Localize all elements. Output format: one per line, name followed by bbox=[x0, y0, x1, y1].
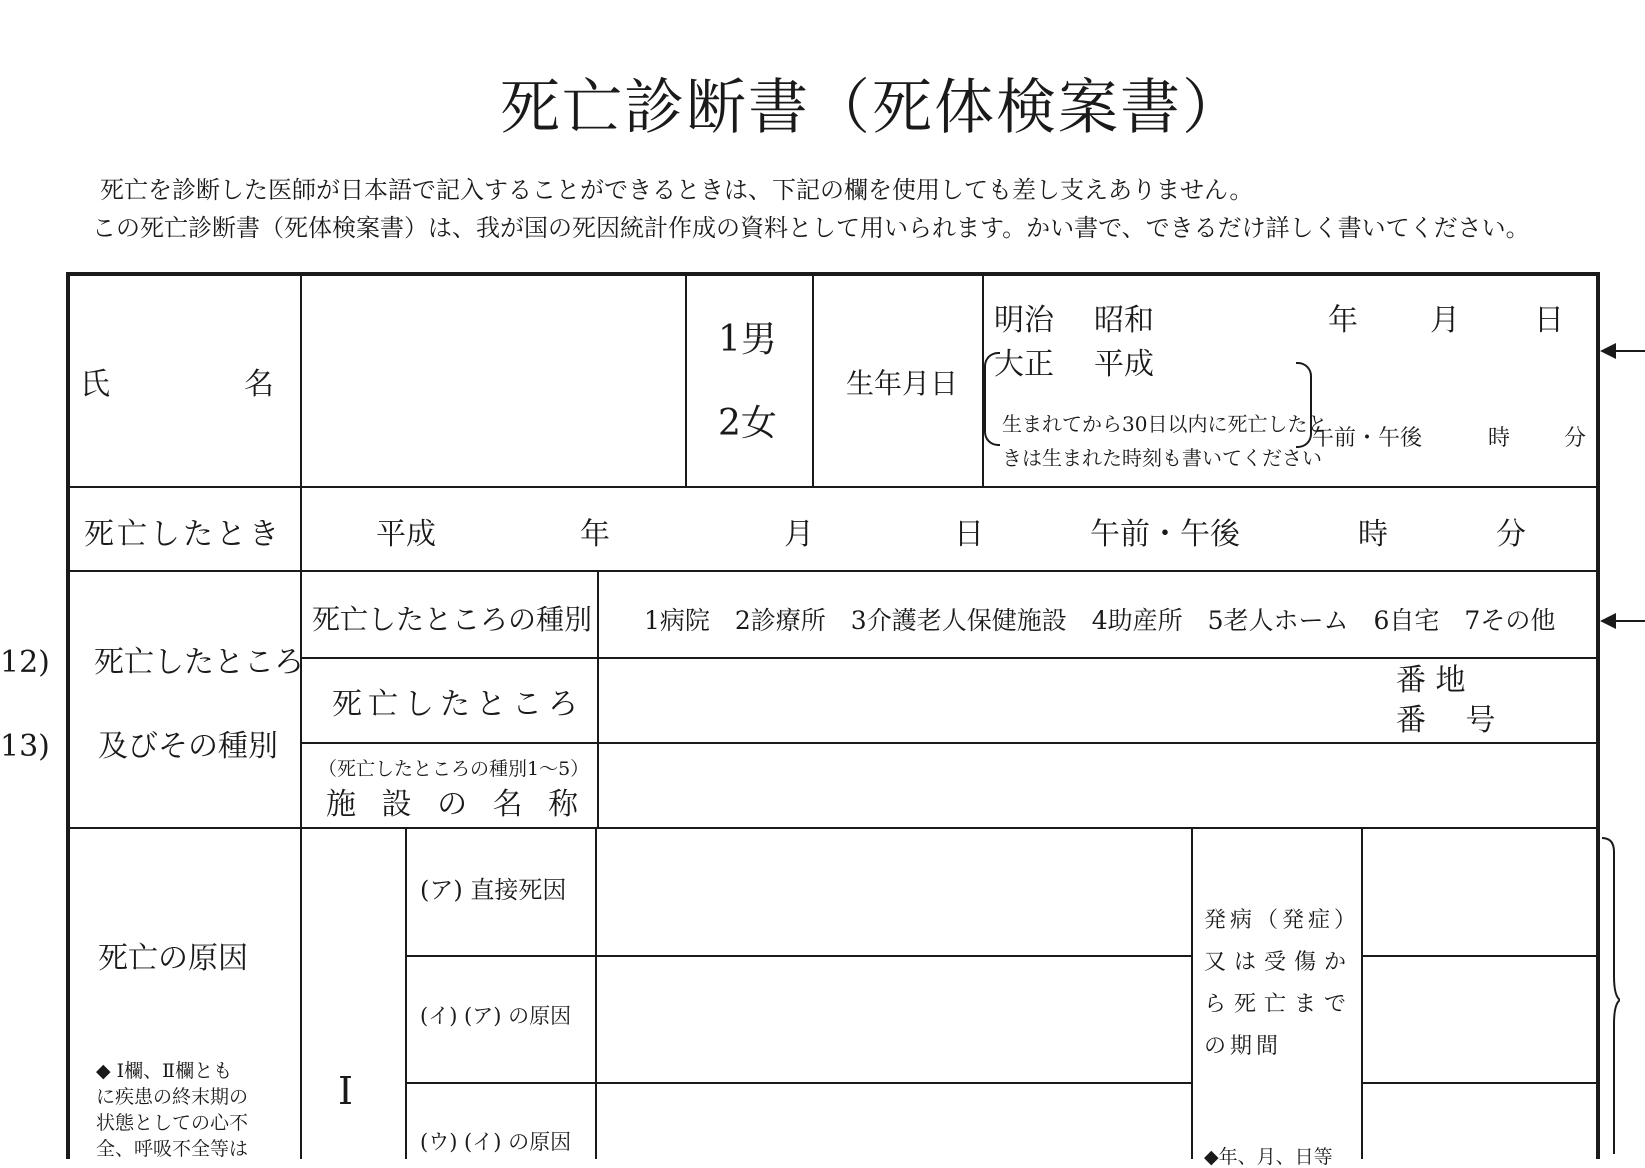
death-month-unit: 月 bbox=[784, 517, 814, 552]
name-label-a: 氏 bbox=[80, 367, 110, 402]
cause-u-label: (ウ) (イ) の原因 bbox=[420, 1130, 572, 1154]
document-title: 死亡診断書（死体検案書） bbox=[500, 73, 1244, 143]
arrow-left-icon bbox=[1602, 620, 1645, 622]
arrow-left-icon bbox=[1602, 350, 1645, 352]
place-label-1: 死亡したところ bbox=[94, 645, 304, 680]
birth-date-label: 生年月日 bbox=[846, 367, 959, 400]
birth-note-line-1: 生まれてから30日以内に死亡したと bbox=[1002, 412, 1328, 436]
roman-one: Ⅰ bbox=[338, 1069, 354, 1113]
era-taisho: 大正 bbox=[994, 347, 1054, 382]
death-ampm: 午前・午後 bbox=[1090, 517, 1240, 552]
brace-icon bbox=[1600, 836, 1620, 1154]
period-line-5: ◆年、月、日等 bbox=[1204, 1146, 1333, 1168]
death-time-label: 死亡したとき bbox=[84, 517, 282, 552]
death-minute-unit: 分 bbox=[1496, 517, 1526, 552]
period-line-2: 又は受傷か bbox=[1204, 950, 1355, 975]
birth-year-unit: 年 bbox=[1328, 303, 1358, 338]
birth-hour-unit: 時 bbox=[1488, 426, 1511, 451]
birth-ampm: 午前・午後 bbox=[1312, 426, 1423, 451]
death-era: 平成 bbox=[376, 517, 436, 552]
cause-label: 死亡の原因 bbox=[98, 941, 248, 976]
name-label-b: 名 bbox=[244, 367, 274, 402]
place-label-2: 及びその種別 bbox=[98, 729, 278, 764]
period-line-3: ら死亡まで bbox=[1204, 992, 1355, 1017]
death-day-unit: 日 bbox=[954, 517, 984, 552]
cause-a-label: (ア) 直接死因 bbox=[420, 876, 567, 904]
sex-male: 1男 bbox=[718, 319, 777, 360]
period-line-4: の期間 bbox=[1204, 1034, 1283, 1059]
period-line-1: 発病（発症） bbox=[1204, 908, 1361, 933]
birth-minute-unit: 分 bbox=[1564, 426, 1587, 451]
side-number-13: 13) bbox=[0, 729, 50, 764]
cause-note-4: 全、呼吸不全等は bbox=[96, 1138, 249, 1160]
birth-day-unit: 日 bbox=[1534, 303, 1564, 338]
intro-line-2: この死亡診断書（死体検案書）は、我が国の死因統計作成の資料として用いられます。かい書で、できるだけ詳しく書いてください。 bbox=[92, 214, 1530, 242]
facility-name-label: 施 設 の 名 称 bbox=[326, 787, 587, 822]
note-paren-left bbox=[984, 352, 1000, 446]
place-type-options: 1病院 2診療所 3介護老人保健施設 4助産所 5老人ホーム 6自宅 7その他 bbox=[644, 606, 1556, 635]
side-number-12: 12) bbox=[0, 645, 50, 680]
era-meiji: 明治 bbox=[994, 303, 1054, 338]
place-label: 死亡したところ bbox=[332, 687, 584, 722]
intro-line-1: 死亡を診断した医師が日本語で記入することができるときは、下記の欄を使用しても差し支えありません。 bbox=[100, 176, 1254, 204]
death-year-unit: 年 bbox=[580, 517, 610, 552]
sex-female: 2女 bbox=[718, 403, 777, 444]
death-hour-unit: 時 bbox=[1358, 517, 1388, 552]
cause-note-3: 状態としての心不 bbox=[96, 1112, 249, 1134]
cause-note-1: ◆ Ⅰ欄、Ⅱ欄とも bbox=[96, 1060, 233, 1082]
facility-note: （死亡したところの種別1～5） bbox=[318, 758, 590, 780]
cause-i-label: (イ) (ア) の原因 bbox=[420, 1004, 572, 1028]
banchi-label: 番 地 bbox=[1396, 663, 1466, 698]
cause-note-2: に疾患の終末期の bbox=[96, 1086, 249, 1108]
birth-month-unit: 月 bbox=[1430, 303, 1460, 338]
place-type-label: 死亡したところの種別 bbox=[312, 603, 593, 636]
bango-label: 番 号 bbox=[1396, 703, 1496, 738]
birth-note-line-2: きは生まれた時刻も書いてください bbox=[1002, 446, 1322, 470]
era-showa: 昭和 bbox=[1094, 303, 1154, 338]
era-heisei: 平成 bbox=[1094, 347, 1154, 382]
